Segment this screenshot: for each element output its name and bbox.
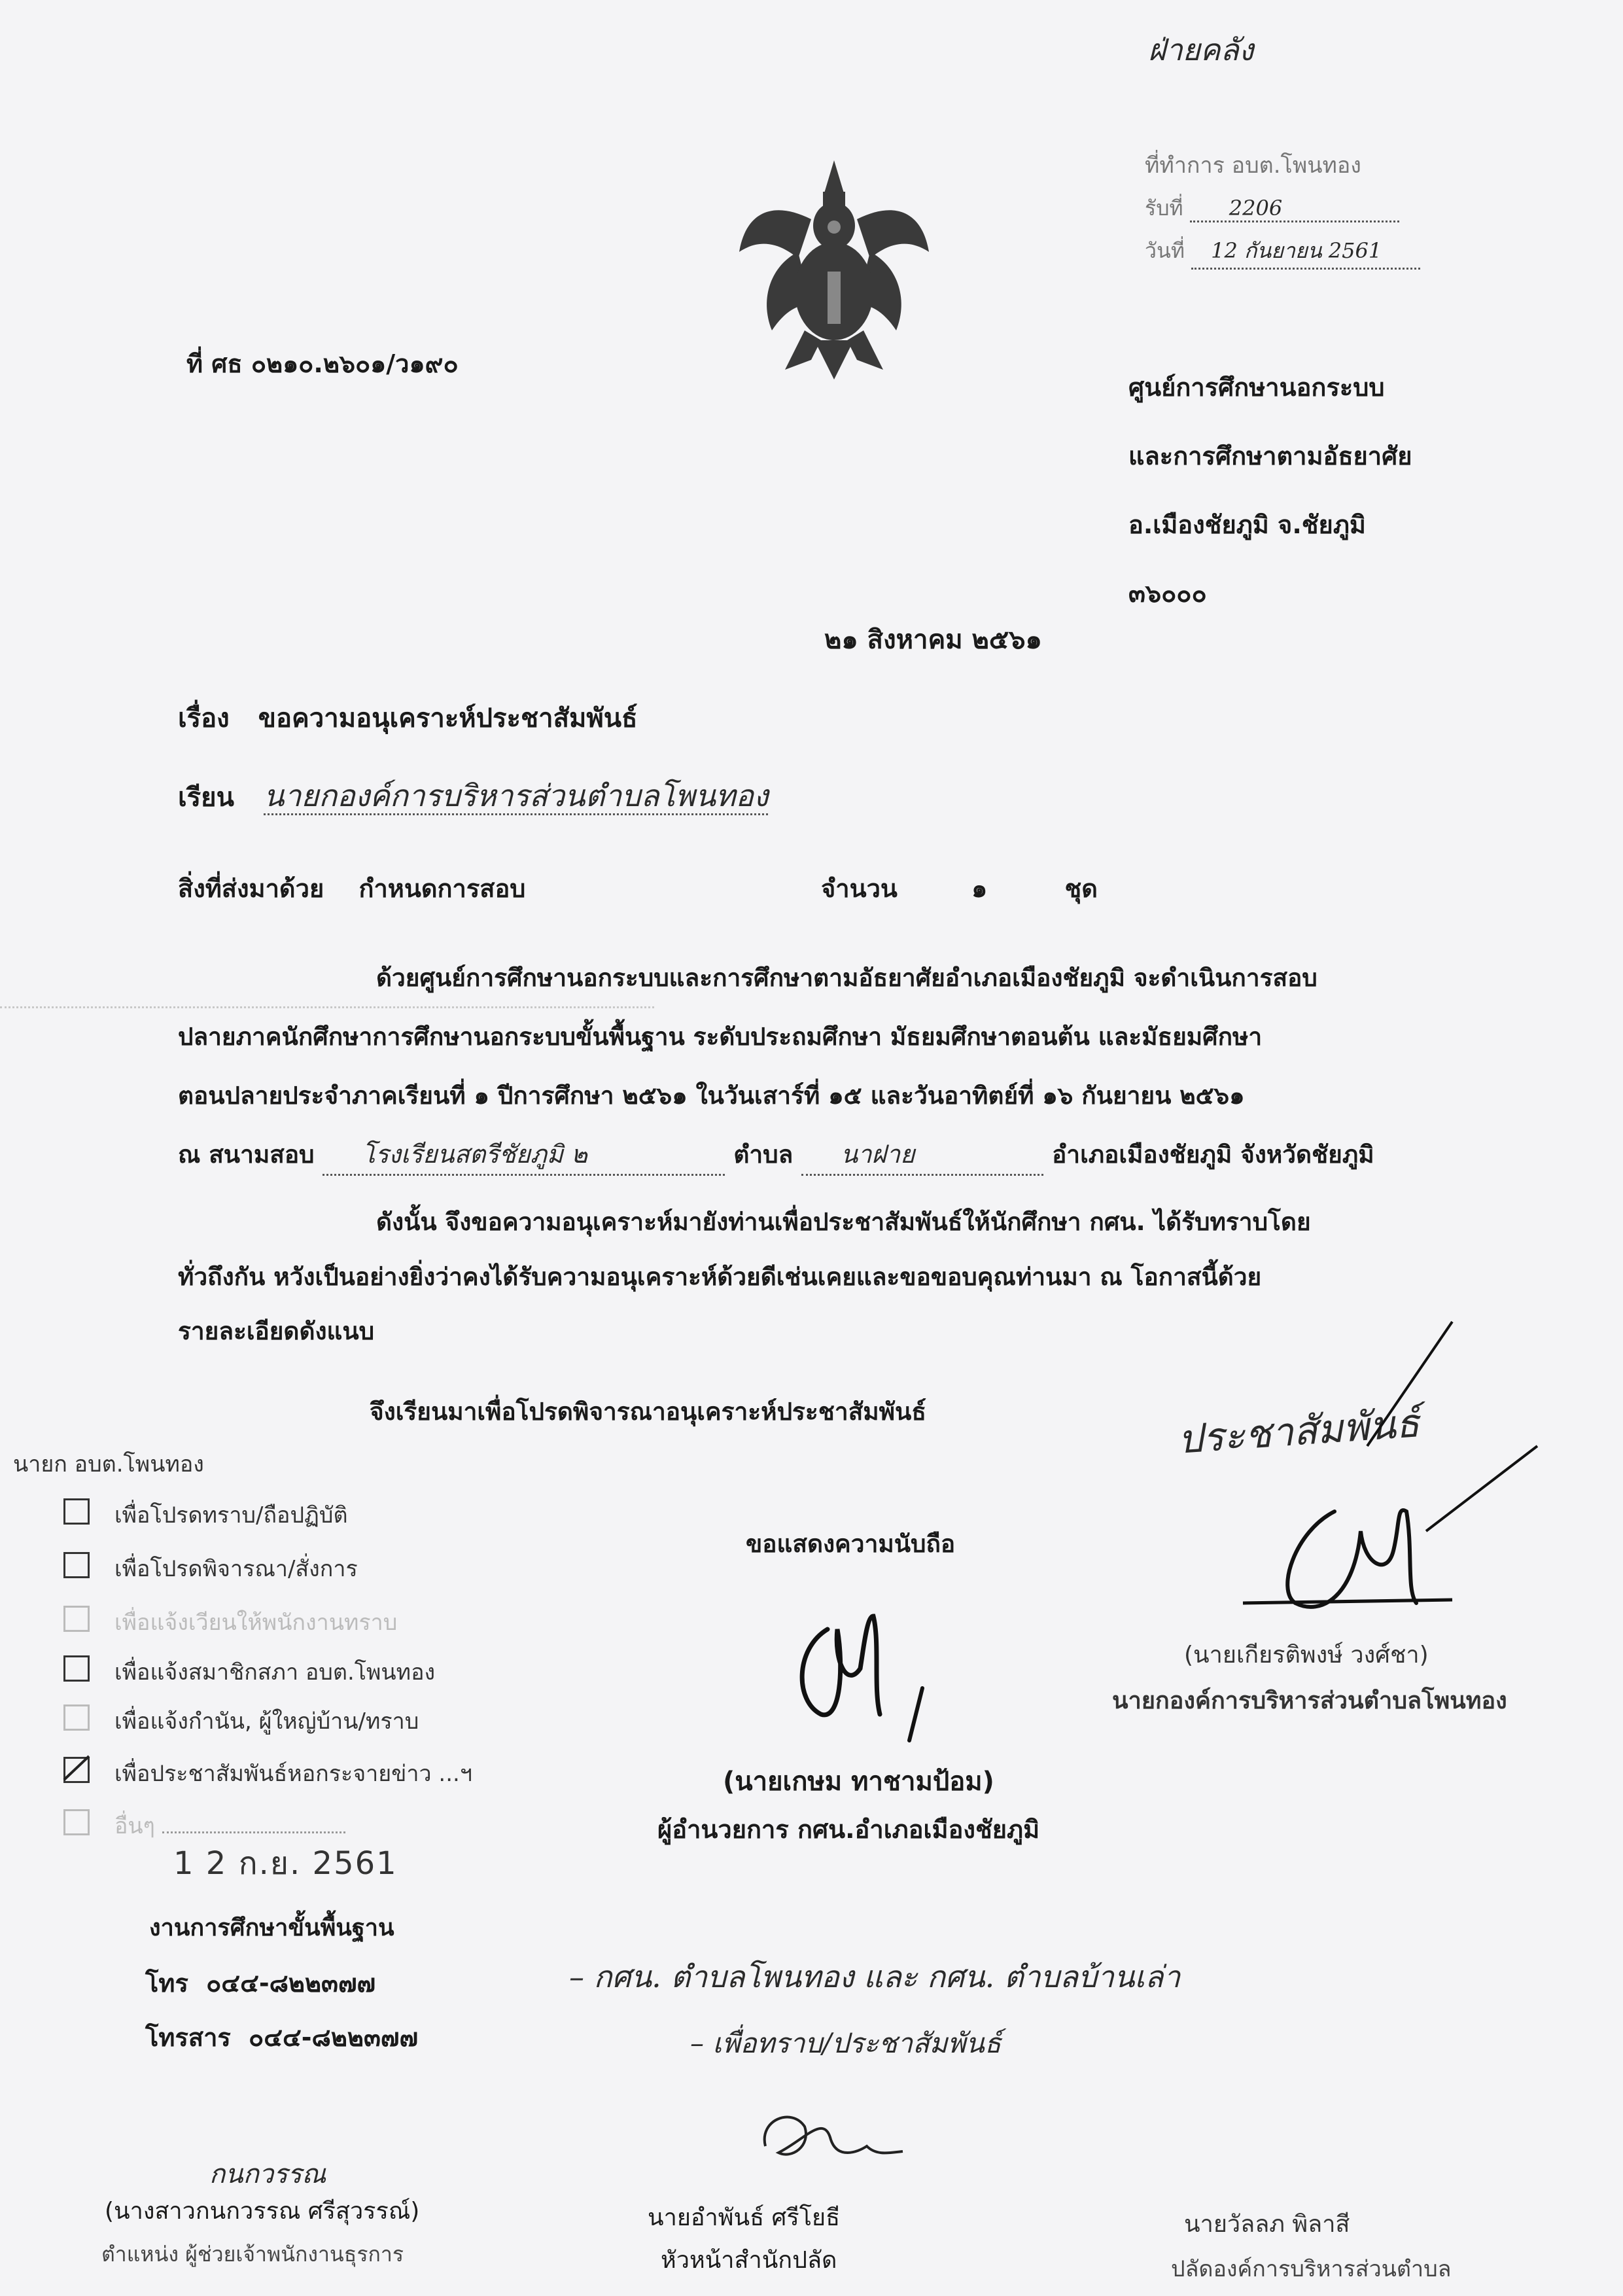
para1-line3: ตอนปลายประจำภาคเรียนที่ ๑ ปีการศึกษา ๒๕๖๑ ในวันเสาร์ที่ ๑๕ และวันอาทิตย์ที่ ๑๖ กันยายน ๒๕๖๑ <box>178 1082 1245 1110</box>
document-date: ๒๑ สิงหาคม ๒๕๖๑ <box>824 625 1042 655</box>
sender-line-1: ศูนย์การศึกษานอกระบบ <box>1128 373 1385 402</box>
phone-value: ๐๔๔-๘๒๒๓๗๗ <box>206 1969 376 1998</box>
fax-value: ๐๔๔-๘๒๒๓๗๗ <box>249 2023 419 2052</box>
top-handwritten-note: ฝ่ายคลัง <box>1148 32 1254 67</box>
chief-signature <box>1236 1315 1550 1629</box>
routing-option-label-2: เพื่อโปรดพิจารณา/สั่งการ <box>114 1556 358 1582</box>
para2-line2: ทั่วถึงกัน หวังเป็นอย่างยิ่งว่าคงได้รับความอนุเคราะห์ด้วยดีเช่นเคยและขอขอบคุณท่านมา ณ โอกาสนี้ด้วย <box>178 1263 1262 1291</box>
para1-line4 <box>178 1134 1374 1176</box>
routing-option-label-1: เพื่อโปรดทราบ/ถือปฏิบัติ <box>114 1502 348 1528</box>
sender-line-4: ๓๖๐๐๐ <box>1128 579 1207 608</box>
handwritten-note-2-visible: – เพื่อทราบ/ประชาสัมพันธ์ <box>690 2027 1002 2059</box>
handwritten-approval: ประชาสัมพันธ์ <box>1176 1400 1422 1463</box>
routing-checkbox-7[interactable] <box>63 1809 90 1835</box>
signer-title: ผู้อำนวยการ กศน.อำเภอเมืองชัยภูมิ <box>657 1815 1040 1844</box>
para2-line3: รายละเอียดดังแนบ <box>178 1317 375 1345</box>
para1-line1: ด้วยศูนย์การศึกษานอกระบบและการศึกษาตามอัธยาศัยอำเภอเมืองชัยภูมิ จะดำเนินการสอบ <box>376 964 1318 992</box>
bottom-signer-2-title: หัวหน้าสำนักปลัด <box>661 2247 837 2274</box>
quantity-row <box>821 868 1098 908</box>
sender-line-2: และการศึกษาตามอัธยาศัย <box>1128 442 1412 470</box>
sender-line-3: อ.เมืองชัยภูมิ จ.ชัยภูมิ <box>1128 510 1366 539</box>
subdistrict-value: นาฝาย <box>801 1134 1043 1176</box>
department-phone <box>145 1963 375 2003</box>
clerk-initial: กนกวรรณ <box>209 2159 326 2189</box>
district-tail: อำเภอเมืองชัยภูมิ จังหวัดชัยภูมิ <box>1052 1140 1374 1169</box>
venue-value: โรงเรียนสตรีชัยภูมิ ๒ <box>323 1134 725 1176</box>
quantity-label: จำนวน <box>821 874 898 903</box>
enclosure-label: สิ่งที่ส่งมาด้วย <box>178 874 324 903</box>
to-row <box>178 772 768 820</box>
enclosure-row <box>178 868 525 908</box>
quantity-value: ๑ <box>971 874 988 903</box>
received-date-stamp: 1 2 ก.ย. 2561 <box>173 1845 398 1882</box>
to-label: เรียน <box>178 783 234 813</box>
routing-checkbox-5[interactable] <box>63 1704 90 1731</box>
routing-option-label-4: เพื่อแจ้งสมาชิกสภา อบต.โพนทอง <box>114 1659 436 1686</box>
routing-option-label-6: เพื่อประชาสัมพันธ์หอกระจายข่าว ...ฯ <box>114 1761 472 1787</box>
to-recipient: นายกองค์การบริหารส่วนตำบลโพนทอง <box>264 778 768 815</box>
signer-name: (นายเกษม ทาชามป้อม) <box>723 1767 994 1797</box>
subject-label: เรื่อง <box>178 703 230 733</box>
venue-label: ณ สนามสอบ <box>178 1140 315 1169</box>
routing-checkbox-1[interactable] <box>63 1498 90 1525</box>
routing-checkbox-3[interactable] <box>63 1606 90 1632</box>
receipt-stamp <box>1145 147 1420 272</box>
para2-line1: ดังนั้น จึงขอความอนุเคราะห์มายังท่านเพื่อประชาสัมพันธ์ให้นักศึกษา กศน. ได้รับทราบโดย <box>376 1208 1311 1236</box>
receipt-date-label: วันที่ <box>1145 238 1185 263</box>
chief-signer-title: นายกองค์การบริหารส่วนตำบลโพนทอง <box>1112 1687 1507 1714</box>
closing-line: จึงเรียนมาเพื่อโปรดพิจารณาอนุเคราะห์ประชาสัมพันธ์ <box>370 1398 926 1426</box>
sender-address <box>1128 353 1412 628</box>
routing-heading: นายก อบต.โพนทอง <box>13 1451 204 1477</box>
routing-checkbox-2[interactable] <box>63 1552 90 1578</box>
deputy-signature <box>752 2100 916 2179</box>
routing-option-label-7: อื่นๆ <box>114 1808 345 1843</box>
handwritten-note-1: – กศน. ตำบลโพนทอง และ กศน. ตำบลบ้านเล่า <box>569 1959 1181 1994</box>
garuda-emblem-icon <box>733 154 935 389</box>
quantity-unit: ชุด <box>1064 874 1098 903</box>
department-fax <box>145 2017 418 2057</box>
enclosure-text: กำหนดการสอบ <box>358 874 526 903</box>
receipt-stamp-org: ที่ทำการ อบต.โพนทอง <box>1145 152 1361 179</box>
bottom-signer-1-title: ตำแหน่ง ผู้ช่วยเจ้าพนักงานธุรการ <box>101 2242 404 2267</box>
receipt-no: 2206 <box>1190 196 1399 222</box>
subject-text: ขอความอนุเคราะห์ประชาสัมพันธ์ <box>258 703 638 733</box>
document-number: ที่ ศธ ๐๒๑๐.๒๖๐๑/ว๑๙๐ <box>186 349 459 378</box>
para1-line2: ปลายภาคนักศึกษาการศึกษานอกระบบขั้นพื้นฐาน ระดับประถมศึกษา มัธยมศึกษาตอนต้น และมัธยมศึกษา <box>178 1023 1263 1051</box>
receipt-date: 12 กันยายน 2561 <box>1191 234 1420 270</box>
routing-checkbox-4[interactable] <box>63 1655 90 1682</box>
fax-label: โทรสาร <box>145 2023 231 2052</box>
routing-option-label-3: เพื่อแจ้งเวียนให้พนักงานทราบ <box>114 1610 398 1636</box>
director-signature <box>782 1590 952 1747</box>
bottom-signer-3-name: นายวัลลภ พิลาสี <box>1184 2211 1350 2238</box>
bottom-signer-1-name: (นางสาวกนกวรรณ ศรีสุวรรณ์) <box>105 2198 420 2225</box>
subject-row <box>178 697 638 739</box>
department-name: งานการศึกษาขั้นพื้นฐาน <box>149 1915 394 1941</box>
scan-artifact <box>0 1006 654 1008</box>
regards-line: ขอแสดงความนับถือ <box>746 1530 956 1558</box>
check-mark-icon <box>61 1754 92 1784</box>
subdistrict-label: ตำบล <box>733 1140 794 1169</box>
bottom-signer-3-title: ปลัดองค์การบริหารส่วนตำบล <box>1171 2256 1452 2282</box>
bottom-signer-2-name: นายอำพันธ์ ศรีโยธี <box>648 2204 841 2231</box>
phone-label: โทร <box>145 1969 188 1998</box>
chief-signer-name: (นายเกียรติพงษ์ วงศ์ชา) <box>1184 1642 1429 1669</box>
routing-option-label-5: เพื่อแจ้งกำนัน, ผู้ใหญ่บ้าน/ทราบ <box>114 1708 419 1735</box>
receipt-no-label: รับที่ <box>1145 196 1183 221</box>
routing-checkbox-6[interactable] <box>63 1757 90 1783</box>
